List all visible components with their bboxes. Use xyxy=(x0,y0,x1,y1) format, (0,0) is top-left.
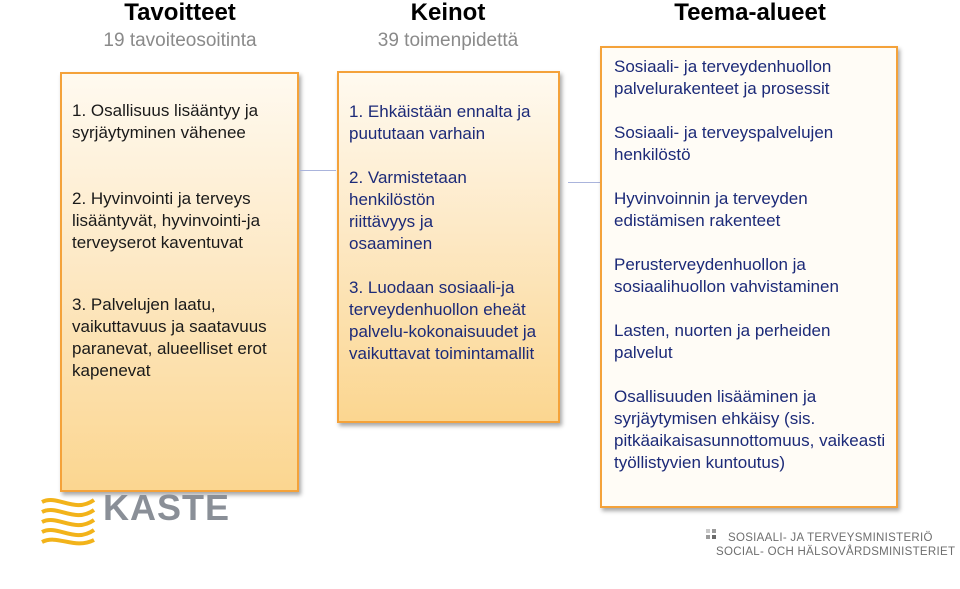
ministry-name-fi: SOSIAALI- JA TERVEYSMINISTERIÖ xyxy=(728,532,933,544)
themes-box xyxy=(600,46,898,508)
goal-item-3: 3. Palvelujen laatu, vaikuttavuus ja saatavuus paranevat, alueelliset erot kapenevat xyxy=(72,295,267,380)
themes-title: Teema-alueet xyxy=(674,0,826,26)
means-item-1: 1. Ehkäistään ennalta ja puututaan varhain xyxy=(349,102,531,143)
kaste-ribbon-icon xyxy=(40,492,98,548)
goals-box xyxy=(60,72,299,492)
goal-item-2: 2. Hyvinvointi ja terveys lisääntyvät, hyvinvointi-ja terveyserot kaventuvat xyxy=(72,189,261,252)
ministry-logo-icon xyxy=(704,528,724,542)
means-item-2: 2. Varmistetaan henkilöstön riittävyys ja osaaminen xyxy=(349,168,467,253)
means-box xyxy=(337,71,560,423)
goals-title: Tavoitteet xyxy=(124,0,236,26)
connector-means-themes xyxy=(568,182,600,183)
theme-item-1: Sosiaali- ja terveydenhuollon palvelurakenteet ja prosessit xyxy=(614,57,832,98)
ministry-name-sv: SOCIAL- OCH HÄLSOVÅRDSMINISTERIET xyxy=(716,546,956,558)
means-title: Keinot xyxy=(410,0,486,26)
theme-item-6: Osallisuuden lisääminen ja syrjäytymisen ehkäisy (sis. pitkäaikaisasunnottomuus, vaikeasti työllistyvien kuntoutus) xyxy=(614,387,886,472)
means-subtitle: 39 toimenpidettä xyxy=(377,30,519,51)
theme-item-2: Sosiaali- ja terveyspalvelujen henkilöstö xyxy=(614,123,834,164)
kaste-logo-text: KASTE xyxy=(103,487,231,528)
connector-goals-means xyxy=(300,170,336,171)
theme-item-4: Perusterveydenhuollon ja sosiaalihuollon vahvistaminen xyxy=(614,255,839,296)
means-item-3: 3. Luodaan sosiaali-ja terveydenhuollon eheät palvelu-kokonaisuudet ja vaikuttavat toimintamallit xyxy=(349,278,537,363)
goal-item-1: 1. Osallisuus lisääntyy ja syrjäytyminen vähenee xyxy=(72,101,259,142)
theme-item-5: Lasten, nuorten ja perheiden palvelut xyxy=(614,321,831,362)
goals-subtitle: 19 tavoiteosoitinta xyxy=(103,30,257,51)
theme-item-3: Hyvinvoinnin ja terveyden edistämisen rakenteet xyxy=(614,189,808,230)
